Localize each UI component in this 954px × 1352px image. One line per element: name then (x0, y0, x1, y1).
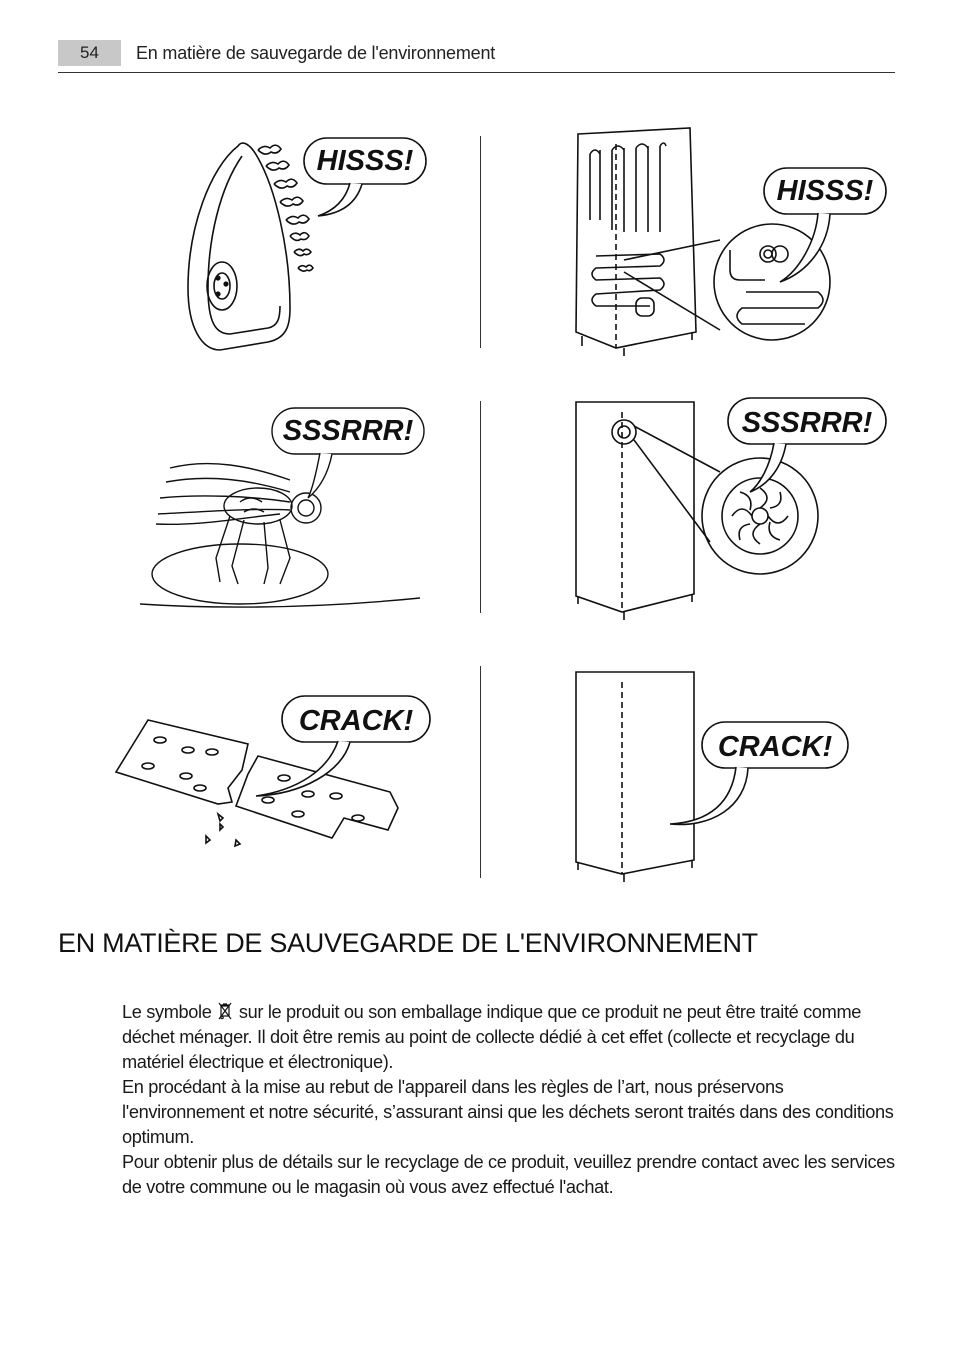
paragraph-weee-rest: sur le produit ou son emballage indique que ce produit ne peut être traité comme déchet ménager. Il doit être remis au point de collecte dédié à cet effet (collecte et recyclage du matériel électrique et électronique). (122, 1002, 862, 1072)
divider-row-1 (480, 136, 481, 348)
divider-row-2 (480, 401, 481, 613)
section-heading: EN MATIÈRE DE SAUVEGARDE DE L'ENVIRONNEMENT (58, 928, 758, 958)
fridge-fan-illustration (560, 392, 890, 622)
paragraph-contact: Pour obtenir plus de détails sur le recyclage de ce produit, veuillez prendre contact avec les services de votre commune ou le magasin où vous avez effectué l'achat. (122, 1152, 895, 1197)
fly-illustration (140, 398, 440, 613)
sound-label-iron: HISSS! (316, 145, 414, 177)
divider-row-3 (480, 666, 481, 878)
paragraph-weee-lead: Le symbole (122, 1002, 217, 1022)
sound-label-fridge-crack: CRACK! (717, 731, 833, 763)
fridge-compressor-illustration (560, 120, 890, 360)
page-number: 54 (58, 40, 121, 66)
running-header-title: En matière de sauvegarde de l'environnement (136, 43, 496, 63)
crossed-out-wheelie-bin-icon (218, 1001, 232, 1021)
iron-illustration (150, 128, 450, 358)
sound-label-fan: SSSRRR! (741, 407, 873, 439)
biscuit-illustration (108, 690, 438, 860)
sound-label-fly: SSSRRR! (282, 415, 414, 447)
sound-label-biscuit: CRACK! (298, 705, 414, 737)
paragraph-disposal: En procédant à la mise au rebut de l'appareil dans les règles de l’art, nous préservons l'environnement et notre sécurité, s’assurant ainsi que les déchets seront traités dans des conditions optimum. (122, 1077, 894, 1147)
fridge-crack-illustration (560, 662, 860, 882)
sound-label-compressor: HISSS! (776, 175, 874, 207)
section-body (122, 1000, 902, 1200)
paragraph-weee (122, 1000, 902, 1075)
